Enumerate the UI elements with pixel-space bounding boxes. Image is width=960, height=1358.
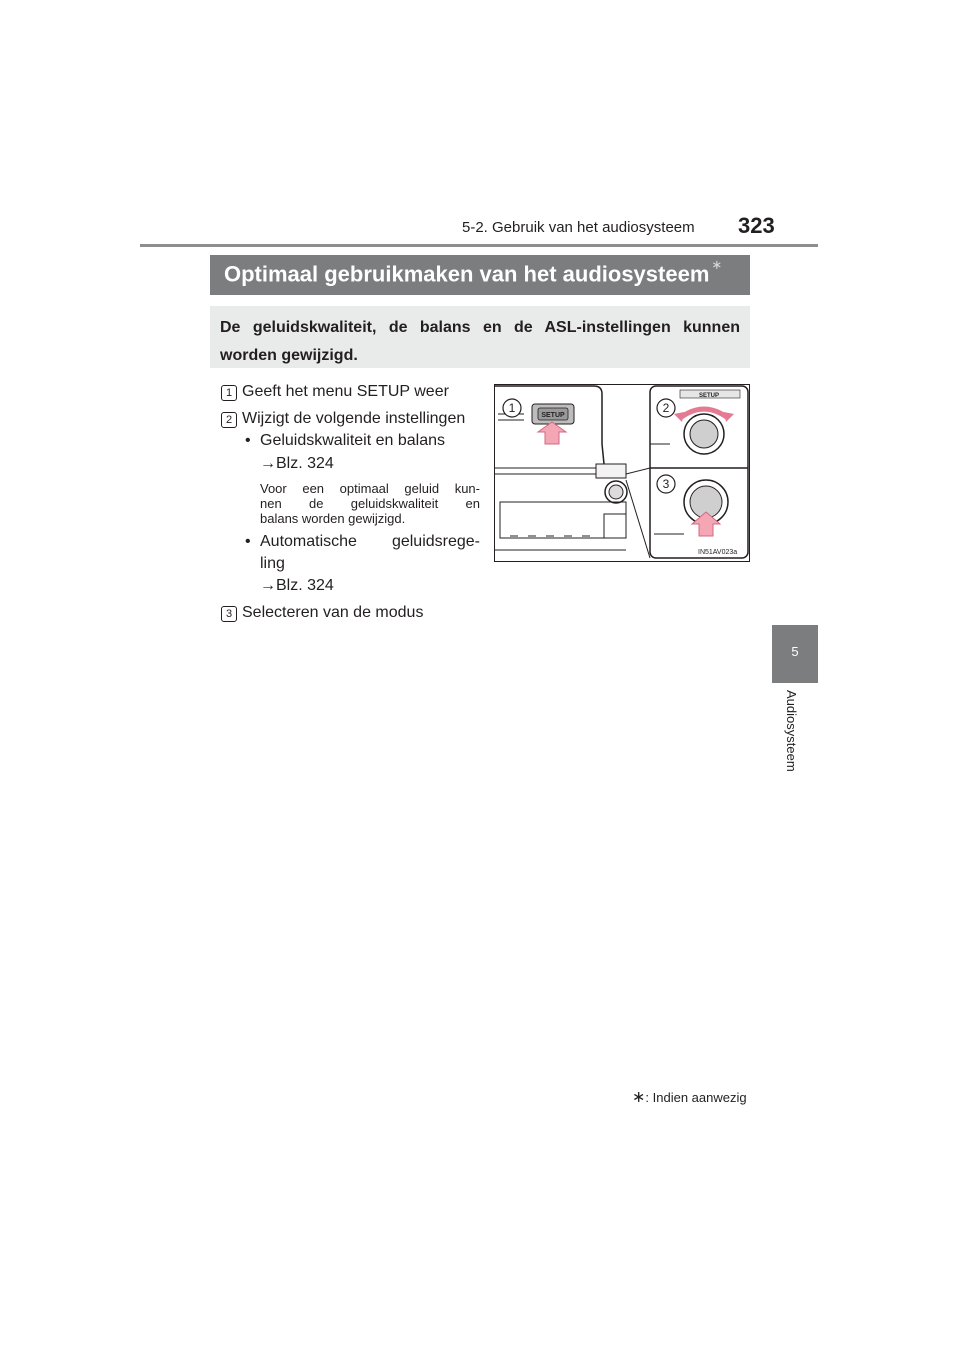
callout-1: 1	[508, 401, 516, 415]
sub-item-2-ref: →Blz. 324	[260, 577, 334, 594]
note-line-1: Voor een optimaal geluid kun-	[260, 481, 480, 496]
title-bar	[210, 255, 750, 295]
header-rule	[140, 244, 818, 247]
figure-code: IN51AV023a	[698, 549, 738, 556]
step-2-text: Wijzigt de volgende instellingen	[242, 410, 466, 427]
title-asterisk-icon: ∗	[711, 257, 723, 272]
intro-text: De geluidskwaliteit, de balans en de ASL-instellingen kunnen worden gewijzigd.	[220, 319, 740, 364]
footnote-text: : Indien aanwezig	[645, 1090, 747, 1105]
section-title: 5-2. Gebruik van het audiosysteem	[462, 219, 695, 236]
step-number-2: 2	[221, 412, 237, 428]
audio-unit-drawing	[494, 384, 750, 562]
audio-unit-illustration	[494, 384, 750, 562]
setup-label-top: SETUP	[699, 393, 720, 399]
sub-item-2-text-line1: Automatische geluidsrege-	[260, 533, 480, 550]
sub-item-1-ref: →Blz. 324	[260, 455, 334, 472]
note-line-2: nen de geluidskwaliteit en	[260, 496, 480, 511]
step-number-3: 3	[221, 606, 237, 622]
footnote	[632, 1087, 747, 1107]
callout-3: 3	[662, 477, 670, 491]
sub-item-2-text-line2: ling	[260, 555, 285, 572]
footnote-asterisk-icon: ∗	[632, 1089, 646, 1106]
callout-2: 2	[662, 401, 670, 415]
intro-box	[210, 306, 750, 368]
bullet-icon: •	[245, 432, 251, 449]
chapter-label: Audiosysteem	[784, 690, 799, 772]
bullet-icon: •	[245, 533, 251, 550]
note-text	[260, 481, 480, 526]
step-1-text: Geeft het menu SETUP weer	[242, 383, 449, 400]
page-title-text: Optimaal gebruikmaken van het audiosysteem	[224, 261, 710, 287]
sub-item-1-text: Geluidskwaliteit en balans	[260, 432, 445, 449]
chapter-number: 5	[791, 644, 799, 659]
note-line-3: balans worden gewijzigd.	[260, 511, 406, 526]
chapter-tab	[772, 625, 818, 683]
setup-button-label: SETUP	[541, 412, 565, 419]
page-number: 323	[738, 213, 775, 238]
page-title	[224, 257, 723, 287]
step-3-text: Selecteren van de modus	[242, 604, 424, 621]
step-number-1: 1	[221, 385, 237, 401]
